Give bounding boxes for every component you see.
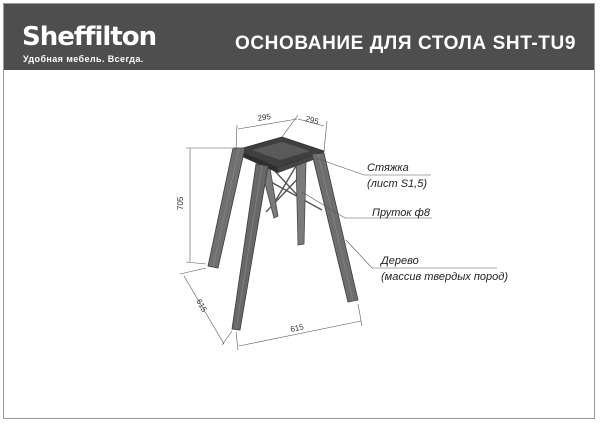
dimension-base-width: 615 — [289, 322, 305, 334]
dimension-base-depth: 615 — [194, 297, 209, 314]
callouts — [367, 162, 508, 283]
leg-front-center — [232, 164, 268, 330]
brand-tagline: Удобная мебель. Всегда. — [23, 54, 144, 64]
callout-frame-label: Стяжка — [367, 162, 409, 174]
leg-back-right — [296, 160, 306, 245]
front-legs — [208, 148, 358, 330]
leg-front-left — [208, 148, 245, 268]
callout-leg-label: Дерево — [381, 255, 419, 267]
callout-leg-detail: (массив твердых пород) — [381, 271, 509, 283]
callout-frame-detail: (лист S1,5) — [367, 178, 427, 190]
callout-rod-label: Пруток ф8 — [372, 207, 430, 219]
dimension-top-width: 295 — [256, 111, 272, 123]
dimension-height: 705 — [176, 196, 185, 210]
dimension-top-depth: 295 — [304, 114, 320, 127]
brand-logo: Sheffilton — [22, 22, 157, 52]
leg-front-right — [312, 153, 358, 302]
page-title: ОСНОВАНИЕ ДЛЯ СТОЛА SHT-TU9 — [234, 33, 576, 54]
metal-frame — [236, 137, 324, 173]
